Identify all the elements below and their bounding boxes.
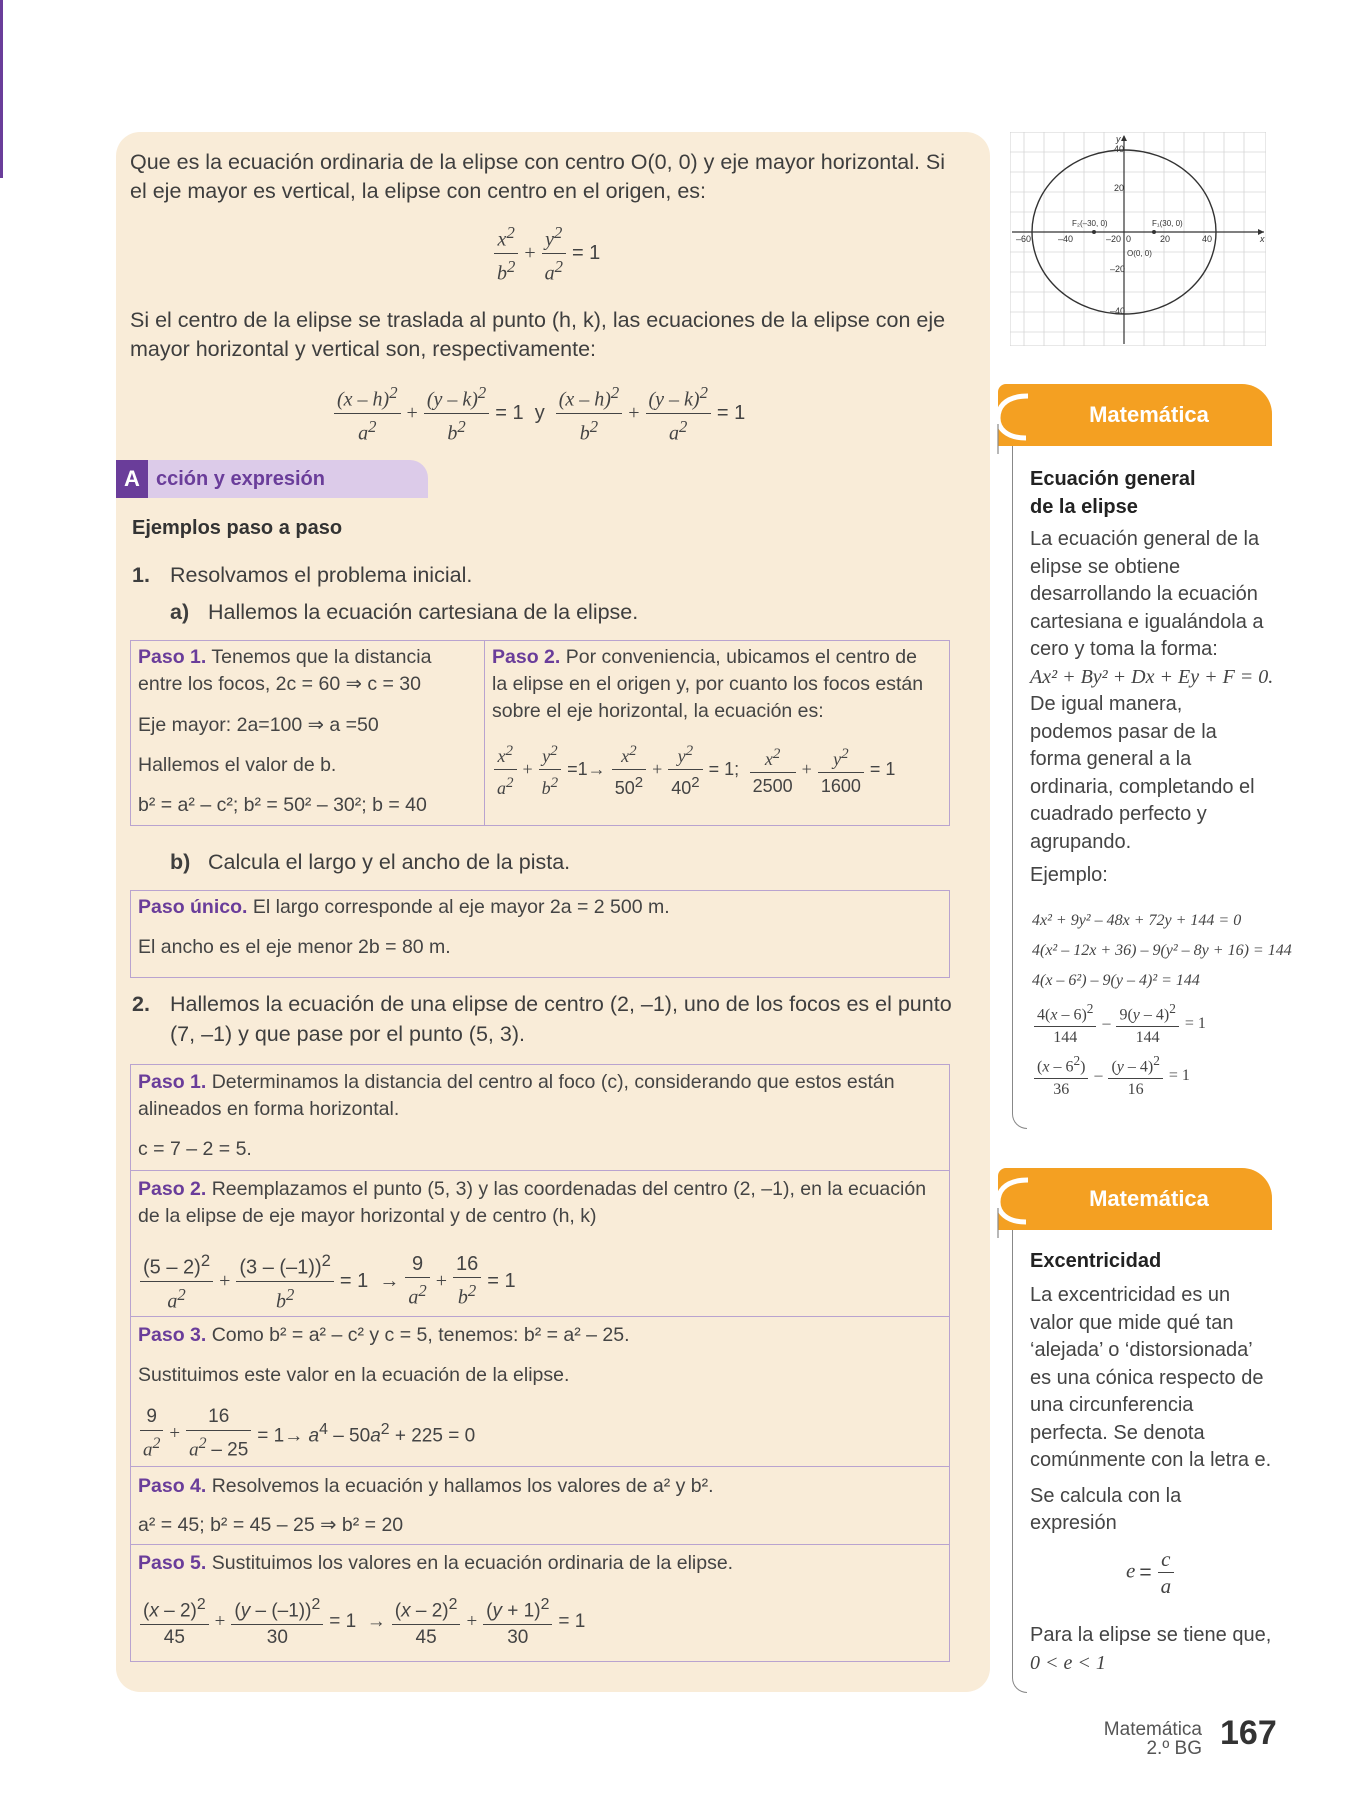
ej1-text: Resolvamos el problema inicial. — [170, 563, 473, 587]
ej2-line2: (7, –1) y que pase por el punto (5, 3). — [170, 1022, 525, 1046]
side-box-2-banner — [998, 1168, 1272, 1230]
side1-example-eq4: $\frac{4(x - 6)^2}{144}$ – $\frac{9(y - 4)^2}{144}$ = 1 — [1032, 998, 1210, 1049]
ej2-paso2-label: Paso 2. — [138, 1178, 207, 1200]
side1-body-line: ordinaria, completando el — [1030, 775, 1255, 798]
side-box-1-banner — [998, 384, 1272, 446]
section-tag-letter: A — [116, 460, 148, 498]
focus-2-label: F₂(–30, 0) — [1072, 219, 1108, 228]
side1-body-line: De igual manera, — [1030, 693, 1183, 715]
table-divider — [484, 640, 485, 826]
ellipse-graph — [1010, 132, 1266, 346]
ej2-paso3-text: Como b² = a² – c² y c = 5, tenemos: b² = a² – 25. — [211, 1324, 630, 1346]
ej2-number: 2. — [132, 992, 150, 1016]
side2-body-line: ‘alejada’ o ‘distorsionada’ — [1030, 1339, 1253, 1361]
side-box-1-frame — [1012, 444, 1027, 1129]
eccentricity-formula: e = $\frac{c}{a}$ — [1126, 1546, 1176, 1599]
ej1-paso2-equation: $\frac{x^2}{a^2}$ + $\frac{y^2}{b^2}$ =1→ $\frac{x^2}{50^2}$ + $\frac{y^2}{40^2}$ = 1; $\frac{x^2}{2500}$ + $\frac{y^2}{1600}$ = 1 — [492, 738, 899, 801]
banner-hook-icon — [992, 1168, 1032, 1238]
ej1-paso2-line1 — [492, 644, 917, 671]
ej2-line1: Hallemos la ecuación de una elipse de centro (2, –1), uno de los focos es el punto — [170, 992, 952, 1016]
side-box-2-title: Matemática — [1089, 1186, 1209, 1211]
side1-body-line: cero y toma la forma: — [1030, 638, 1218, 660]
side1-body — [1030, 526, 1280, 890]
origin-label: O(0, 0) — [1127, 249, 1152, 258]
ej2-paso3-label: Paso 3. — [138, 1324, 207, 1346]
ej1-paso1-line3: Eje mayor: 2a=100 ⇒ a =50 — [138, 714, 379, 736]
side1-example-eq1: 4x² + 9y² – 48x + 72y + 144 = 0 — [1032, 912, 1242, 929]
side2-body-line: valor que mide qué tan — [1030, 1311, 1234, 1334]
side1-example-eq5: $\frac{(x - 6^2)}{36}$ – $\frac{(y - 4)^2}{16}$ = 1 — [1032, 1050, 1194, 1101]
x-tick-label: –20 — [1106, 234, 1122, 244]
paso-unico-text: El largo corresponde al eje mayor 2a = 2 500 m. — [252, 896, 670, 918]
paso1-label: Paso 1. — [138, 646, 207, 668]
row-divider — [130, 1466, 950, 1467]
x-tick-label: 40 — [1202, 234, 1213, 244]
left-margin-rule — [0, 0, 3, 178]
intro-line-2: el eje mayor es vertical, la elipse con centro en el origen, es: — [130, 179, 707, 203]
focus-1 — [1152, 230, 1156, 234]
ej2-paso3-equation: $\frac{9}{a^2}$ + $\frac{16}{a^2 - 25}$ = $1\to a^4 - 50a^2 + 225 = 0$ — [138, 1404, 479, 1463]
ej1-paso1-line5: b² = a² – c²; b² = 50² – 30²; b = 40 — [138, 794, 427, 816]
side1-example-eq3: 4(x – 6²) – 9(y – 4)² = 144 — [1032, 972, 1200, 989]
side-box-1-title: Matemática — [1089, 402, 1209, 427]
paso2-text: Por conveniencia, ubicamos el centro de — [565, 646, 917, 668]
ej2-paso4-line2: a² = 45; b² = 45 – 25 ⇒ b² = 20 — [138, 1514, 404, 1536]
traslado-line-1: Si el centro de la elipse se traslada al punto (h, k), las ecuaciones de la elipse con eje — [130, 308, 946, 332]
side2-title: Excentricidad — [1030, 1250, 1162, 1272]
footer-label — [1104, 1720, 1202, 1758]
ejemplos-title: Ejemplos paso a paso — [132, 517, 343, 539]
side2-final-line2: 0 < e < 1 — [1030, 1652, 1106, 1674]
side1-title-line1: Ecuación general — [1030, 468, 1196, 490]
paso1-text: Tenemos que la distancia — [211, 646, 432, 668]
ej2-paso3-line1 — [138, 1322, 630, 1349]
ej2-paso4-line1 — [138, 1473, 714, 1500]
side1-title-line2: de la elipse — [1030, 496, 1138, 518]
ej2-paso5-line1 — [138, 1550, 733, 1577]
x-tick-label: 0 — [1126, 234, 1132, 244]
ellipse-translated-equations: $\frac{(x - h)^2}{a^2}$ + $\frac{(y - k)^2}{b^2}$ = 1 y $\frac{(x - h)^2}{b^2}$ + $\frac{(y - k)^2}{a^2}$ = 1 — [332, 380, 749, 446]
ej2-paso1-label: Paso 1. — [138, 1071, 207, 1093]
ellipse-vertical-equation: $\frac{x^2}{b^2}$ + $\frac{y^2}{a^2}$ = 1 — [492, 220, 604, 286]
ej2-paso1-line1 — [138, 1069, 895, 1096]
ej2-paso2-equation: $\frac{(5 - 2)^2}{a^2}$ + $\frac{(3 - (-1))^2}{b^2}$ = 1 → $\frac{9}{a^2}$ + $\frac{16}{b^2}$ = 1 — [138, 1248, 520, 1314]
x-axis-label: x — [1260, 234, 1265, 244]
side1-body-line: elipse se obtiene — [1030, 555, 1181, 578]
x-tick-label: 20 — [1160, 234, 1171, 244]
ej1-b-label: b) — [170, 850, 191, 874]
ej1-a-text: Hallemos la ecuación cartesiana de la elipse. — [208, 600, 639, 624]
side2-body-line: Se calcula con la — [1030, 1484, 1182, 1507]
ej2-paso1-line2: alineados en forma horizontal. — [138, 1098, 400, 1120]
ej2-paso3-line2: Sustituimos este valor en la ecuación de la elipse. — [138, 1364, 570, 1386]
y-tick-label: 40 — [1114, 144, 1125, 154]
y-tick-label: 20 — [1114, 183, 1125, 193]
intro-line-1: Que es la ecuación ordinaria de la elipse con centro O(0, 0) y eje mayor horizontal. Si — [130, 150, 946, 174]
side2-body — [1030, 1282, 1280, 1538]
x-tick-label: –60 — [1016, 234, 1032, 244]
banner-hook-icon — [992, 384, 1032, 454]
side1-body-line: agrupando. — [1030, 830, 1132, 853]
side2-body-line: una circunferencia — [1030, 1394, 1194, 1416]
footer-subject: Matemática — [1103, 1719, 1202, 1740]
focus-1-label: F₁(30, 0) — [1152, 219, 1183, 228]
ej2-paso5-label: Paso 5. — [138, 1552, 207, 1574]
ej2-paso5-text: Sustituimos los valores en la ecuación ordinaria de la elipse. — [211, 1552, 734, 1574]
ej2-paso1-line3: c = 7 – 2 = 5. — [138, 1138, 252, 1160]
row-divider — [130, 1544, 950, 1545]
paso-unico-line2: El ancho es el eje menor 2b = 80 m. — [138, 936, 451, 958]
side1-general-form: Ax² + By² + Dx + Ey + F = 0. — [1030, 665, 1274, 688]
side2-body-line: expresión — [1030, 1512, 1117, 1534]
traslado-line-2: mayor horizontal y vertical son, respectivamente: — [130, 337, 597, 361]
footer-grade: 2.º BG — [1146, 1738, 1202, 1759]
paso2-label: Paso 2. — [492, 646, 561, 668]
ej1-number: 1. — [132, 563, 150, 587]
ej2-paso2-text: Reemplazamos el punto (5, 3) y las coordenadas del centro (2, –1), en la ecuación — [211, 1178, 927, 1200]
ej1-paso1-line4: Hallemos el valor de b. — [138, 754, 337, 776]
side1-body-line: desarrollando la ecuación — [1030, 583, 1258, 605]
paso-unico-label: Paso único. — [138, 896, 248, 918]
row-divider — [130, 1170, 950, 1171]
y-tick-label: –40 — [1110, 306, 1126, 316]
side1-body-line: La ecuación general de la — [1030, 528, 1260, 550]
focus-2 — [1092, 230, 1096, 234]
section-tag — [116, 460, 428, 498]
y-axis-label: y — [1116, 134, 1121, 144]
ej1-paso2-line3: sobre el eje horizontal, la ecuación es: — [492, 700, 824, 722]
ej1-a-label: a) — [170, 600, 190, 624]
ej2-paso4-label: Paso 4. — [138, 1475, 207, 1497]
side2-body-line: comúnmente con la letra e. — [1030, 1449, 1272, 1471]
ej1-paso2-line2: la elipse en el origen y, por cuanto los focos están — [492, 673, 924, 695]
side2-body-line: perfecta. Se denota — [1030, 1421, 1205, 1444]
side-box-2-frame — [1012, 1228, 1027, 1693]
side1-body-line: podemos pasar de la — [1030, 720, 1217, 743]
side1-ejemplo-label: Ejemplo: — [1030, 864, 1108, 886]
side1-body-line: cuadrado perfecto y — [1030, 803, 1207, 825]
ej2-paso4-text: Resolvemos la ecuación y hallamos los valores de a² y b². — [211, 1475, 714, 1497]
ej1-paso1-line2: entre los focos, 2c = 60 ⇒ c = 30 — [138, 673, 421, 695]
row-divider — [130, 1316, 950, 1317]
side1-example-eq2: 4(x² – 12x + 36) – 9(y² – 8y + 16) = 144 — [1032, 942, 1292, 959]
side2-final-line1: Para la elipse se tiene que, — [1030, 1624, 1272, 1646]
ej2-paso2-line1 — [138, 1176, 926, 1203]
side2-body-line: La excentricidad es un — [1030, 1284, 1231, 1306]
side1-body-line: cartesiana e igualándola a — [1030, 610, 1264, 633]
ej1-b-text: Calcula el largo y el ancho de la pista. — [208, 850, 571, 874]
ej2-paso5-equation: $\frac{(x - 2)^2}{45}$ + $\frac{(y - (-1))^2}{30}$ = 1 → $\frac{(x - 2)^2}{45}$ + $\frac{(y + 1)^2}{30}$ = 1 — [138, 1592, 589, 1651]
x-tick-label: –40 — [1058, 234, 1074, 244]
section-tag-text: cción y expresión — [156, 468, 325, 490]
y-tick-label: –20 — [1110, 264, 1126, 274]
ej1-paso1-line1 — [138, 644, 431, 671]
side1-body-line: forma general a la — [1030, 748, 1192, 770]
page-number: 167 — [1220, 1714, 1277, 1752]
side2-body-line: es una cónica respecto de — [1030, 1366, 1264, 1389]
ej2-paso1-text: Determinamos la distancia del centro al foco (c), considerando que estos están — [211, 1071, 895, 1093]
ej2-paso2-line2: de la elipse de eje mayor horizontal y de centro (h, k) — [138, 1205, 597, 1227]
paso-unico-line1 — [138, 894, 670, 921]
